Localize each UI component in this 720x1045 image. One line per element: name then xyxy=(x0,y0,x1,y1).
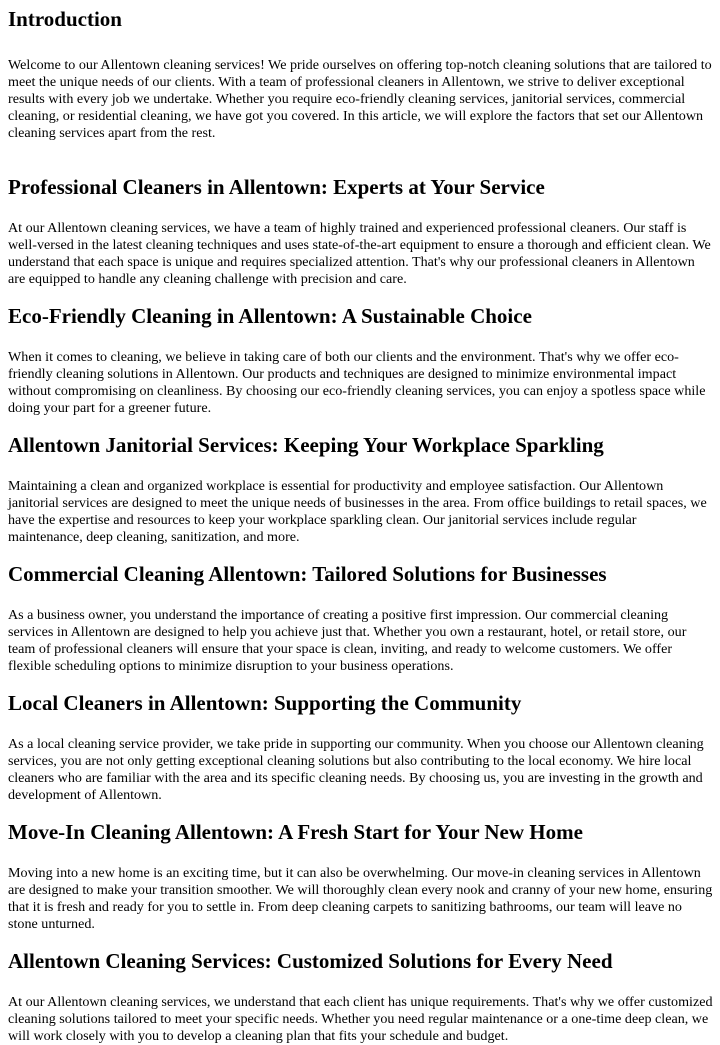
section-heading: Eco-Friendly Cleaning in Allentown: A Sustainable Choice xyxy=(8,304,532,328)
section-paragraph: Welcome to our Allentown cleaning services! We pride ourselves on offering top-notch cleaning solutions that are tailored to meet the unique needs of our clients. With a team of professional cleaners in Allentown, we strive to deliver exceptional results with every job we undertake. Whether you require eco-friendly cleaning services, janitorial services, commercial cleaning, or residential cleaning, we have got you covered. In this article, we will explore the factors that set our Allentown cleaning services apart from the rest. xyxy=(8,57,712,141)
section-paragraph: Maintaining a clean and organized workplace is essential for productivity and employee satisfaction. Our Allentown janitorial services are designed to meet the unique needs of businesses in the area. From office buildings to retail spaces, we have the expertise and resources to keep your workplace sparkling clean. Our janitorial services include regular maintenance, deep cleaning, sanitization, and more. xyxy=(8,478,707,545)
section-heading: Allentown Cleaning Services: Customized Solutions for Every Need xyxy=(8,949,613,973)
section-paragraph: As a local cleaning service provider, we take pride in supporting our community. When you choose our Allentown cleaning services, you are not only getting exceptional cleaning solutions but also contributing to the local economy. We hire local cleaners who are familiar with the area and its specific cleaning needs. By choosing us, you are investing in the growth and development of Allentown. xyxy=(8,736,704,803)
section-move-in xyxy=(8,820,712,933)
section-local-cleaners xyxy=(8,691,712,804)
section-heading: Commercial Cleaning Allentown: Tailored Solutions for Businesses xyxy=(8,562,607,586)
section-heading: Professional Cleaners in Allentown: Experts at Your Service xyxy=(8,175,545,199)
section-paragraph: At our Allentown cleaning services, we understand that each client has unique requirements. That's why we offer customized cleaning solutions tailored to meet your specific needs. Whether you need regular maintenance or a one-time deep clean, we will work closely with you to develop a cleaning plan that fits your schedule and budget. xyxy=(8,994,713,1044)
section-paragraph: At our Allentown cleaning services, we have a team of highly trained and experienced professional cleaners. Our staff is well-versed in the latest cleaning techniques and uses state-of-the-art equipment to ensure a thorough and efficient clean. We understand that each space is unique and requires specialized attention. That's why our professional cleaners in Allentown are equipped to handle any cleaning challenge with precision and care. xyxy=(8,220,711,287)
section-janitorial xyxy=(8,433,712,546)
section-commercial xyxy=(8,562,712,675)
section-heading: Move-In Cleaning Allentown: A Fresh Start for Your New Home xyxy=(8,820,583,844)
section-heading: Local Cleaners in Allentown: Supporting the Community xyxy=(8,691,522,715)
section-customized xyxy=(8,949,712,1045)
section-paragraph: Moving into a new home is an exciting time, but it can also be overwhelming. Our move-in cleaning services in Allentown are designed to make your transition smoother. We will thoroughly clean every nook and cranny of your new home, ensuring that it is fresh and ready for you to settle in. From deep cleaning carpets to sanitizing bathrooms, our team will leave no stone unturned. xyxy=(8,865,713,932)
section-eco-friendly xyxy=(8,304,712,417)
section-professional-cleaners xyxy=(8,175,712,288)
section-heading: Introduction xyxy=(8,7,122,31)
section-paragraph: As a business owner, you understand the importance of creating a positive first impression. Our commercial cleaning services in Allentown are designed to help you achieve just that. Whether you own a restaurant, hotel, or retail store, our team of professional cleaners will ensure that your space is clean, inviting, and ready to welcome customers. We offer flexible scheduling options to minimize disruption to your business operations. xyxy=(8,607,687,674)
section-introduction xyxy=(8,0,712,142)
section-heading: Allentown Janitorial Services: Keeping Your Workplace Sparkling xyxy=(8,433,604,457)
section-paragraph: When it comes to cleaning, we believe in taking care of both our clients and the environment. That's why we offer eco-friendly cleaning solutions in Allentown. Our products and techniques are designed to minimize environmental impact without compromising on cleanliness. By choosing our eco-friendly cleaning services, you can enjoy a spotless space while doing your part for a greener future. xyxy=(8,349,706,416)
